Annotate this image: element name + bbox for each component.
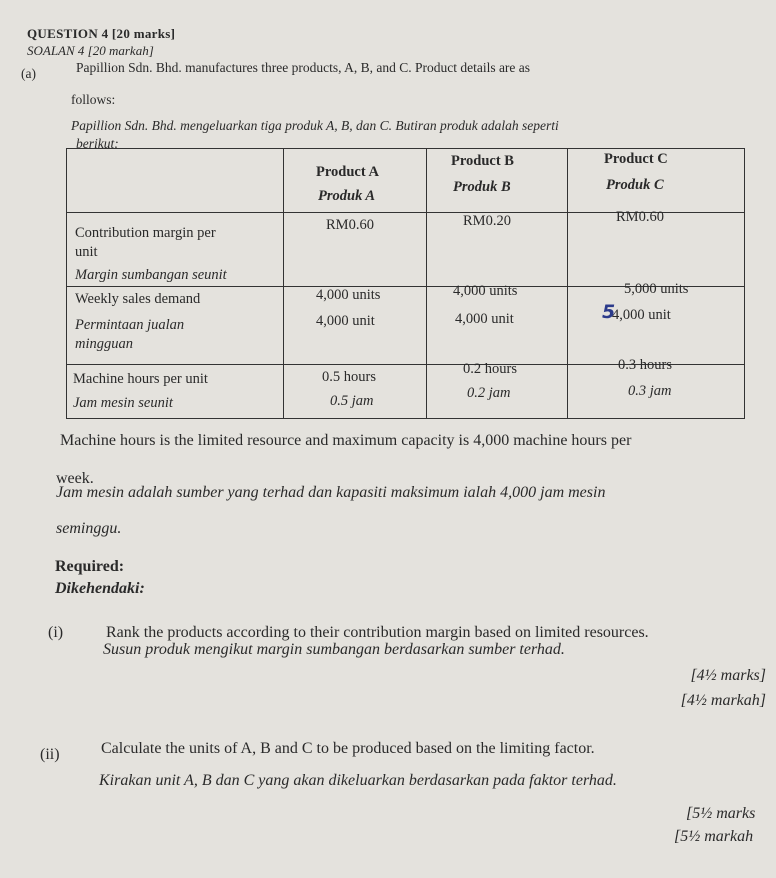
- cell-demand-c: [568, 281, 745, 365]
- hours-a-value-ms: 0.5 jam: [330, 393, 374, 409]
- hours-b-value: 0.2 hours: [463, 361, 517, 377]
- demand-label-en: Weekly sales demand: [75, 291, 201, 307]
- cell-contribution-b: [427, 213, 568, 287]
- demand-label-ms-1: Permintaan jualan: [75, 317, 185, 333]
- question-title-malay: SOALAN 4 [20 markah]: [27, 43, 154, 58]
- demand-a-value-ms: 4,000 unit: [316, 313, 375, 329]
- limit-text-en-line1: Machine hours is the limited resource and maximum capacity is 4,000 machine hours per: [60, 432, 632, 449]
- header-blank-cell: [67, 149, 284, 213]
- machine-hours-label-ms: Jam mesin seunit: [73, 395, 173, 411]
- cell-hours-b: [427, 361, 568, 419]
- header-product-c: [568, 149, 745, 213]
- part-ii-marks-ms-text: [5½ markah: [674, 828, 754, 845]
- contribution-b-value: RM0.20: [463, 213, 511, 229]
- intro-ms-line1: Papillion Sdn. Bhd. mengeluarkan tiga produk A, B, dan C. Butiran produk adalah seperti: [71, 118, 559, 133]
- intro-ms-line2: berikut:: [76, 136, 119, 151]
- limit-text-en-line2: week.: [56, 470, 94, 487]
- demand-c-value-ms: 4,000 unit: [612, 307, 671, 323]
- limit-text-ms-line1: Jam mesin adalah sumber yang terhad dan kapasiti maksimum ialah 4,000 jam mesin: [56, 484, 606, 501]
- part-ii-marks-en-text: [5½ marks: [686, 805, 756, 822]
- demand-a-value: 4,000 units: [316, 287, 381, 303]
- row-label-machine-hours: [67, 365, 284, 419]
- part-i-text-en: Rank the products according to their contribution margin based on limited resources.: [106, 624, 649, 641]
- table-row-machine-hours: [67, 365, 745, 419]
- handwritten-correction: 5: [602, 301, 616, 323]
- product-b-title: Product B: [451, 153, 514, 169]
- hours-c-value: 0.3 hours: [618, 357, 672, 373]
- part-i-label: (i): [48, 624, 64, 641]
- machine-hours-label-en: Machine hours per unit: [73, 371, 208, 387]
- product-b-title-ms: Produk B: [453, 179, 511, 195]
- question-title: QUESTION 4 [20 marks]: [27, 26, 176, 41]
- demand-b-value: 4,000 units: [453, 283, 518, 299]
- required-heading: Required:: [55, 558, 125, 575]
- contribution-a-value: RM0.60: [326, 217, 374, 233]
- demand-label-ms-2: mingguan: [75, 336, 133, 352]
- demand-c-value: 5,000 units: [624, 281, 689, 297]
- table-row-demand: [67, 287, 745, 365]
- product-c-title: Product C: [604, 151, 668, 167]
- hours-b-value-ms: 0.2 jam: [467, 385, 511, 401]
- part-ii-text-ms: Kirakan unit A, B dan C yang akan dikeluarkan berdasarkan pada faktor terhad.: [99, 772, 617, 789]
- table-row-contribution: [67, 213, 745, 287]
- contribution-label-en-2: unit: [75, 244, 98, 260]
- cell-contribution-c: [568, 209, 745, 287]
- part-ii-marks-en: [686, 805, 755, 823]
- part-i-text-ms: Susun produk mengikut margin sumbangan berdasarkan sumber terhad.: [103, 641, 565, 658]
- limit-text-ms-line2: seminggu.: [56, 520, 122, 537]
- part-ii-text-en: Calculate the units of A, B and C to be produced based on the limiting factor.: [101, 740, 595, 757]
- cell-demand-a: [284, 287, 427, 365]
- part-i-marks-en: [690, 667, 766, 685]
- product-a-title: Product A: [316, 164, 379, 180]
- hours-c-value-ms: 0.3 jam: [628, 383, 672, 399]
- product-a-title-ms: Produk A: [318, 188, 376, 204]
- part-i-marks-en-text: [4½ marks]: [690, 667, 766, 684]
- header-product-b: [427, 149, 568, 213]
- table-header-row: [67, 149, 745, 213]
- cell-hours-c: [568, 357, 745, 419]
- row-label-demand: [67, 287, 284, 365]
- intro-en-line1: Papillion Sdn. Bhd. manufactures three products, A, B, and C. Product details are as: [76, 60, 531, 75]
- part-i-marks-ms-text: [4½ markah]: [680, 692, 766, 709]
- part-a-label: (a): [21, 66, 36, 81]
- intro-en-line2: follows:: [71, 92, 116, 107]
- demand-b-value-ms: 4,000 unit: [455, 311, 514, 327]
- part-i-marks-ms: [681, 692, 766, 710]
- required-heading-ms: Dikehendaki:: [55, 580, 145, 597]
- cell-hours-a: [284, 365, 427, 419]
- product-c-title-ms: Produk C: [606, 177, 664, 193]
- contribution-label-ms: Margin sumbangan seunit: [75, 267, 227, 283]
- part-ii-label: (ii): [40, 746, 60, 763]
- row-label-contribution: [67, 213, 284, 287]
- cell-contribution-a: [284, 213, 427, 287]
- hours-a-value: 0.5 hours: [322, 369, 376, 385]
- contribution-label-en-1: Contribution margin per: [75, 225, 216, 241]
- contribution-c-value: RM0.60: [616, 209, 664, 225]
- cell-demand-b: [427, 283, 568, 365]
- product-details-table: [66, 148, 745, 419]
- header-product-a: [284, 149, 427, 213]
- part-ii-marks-ms: [674, 828, 753, 846]
